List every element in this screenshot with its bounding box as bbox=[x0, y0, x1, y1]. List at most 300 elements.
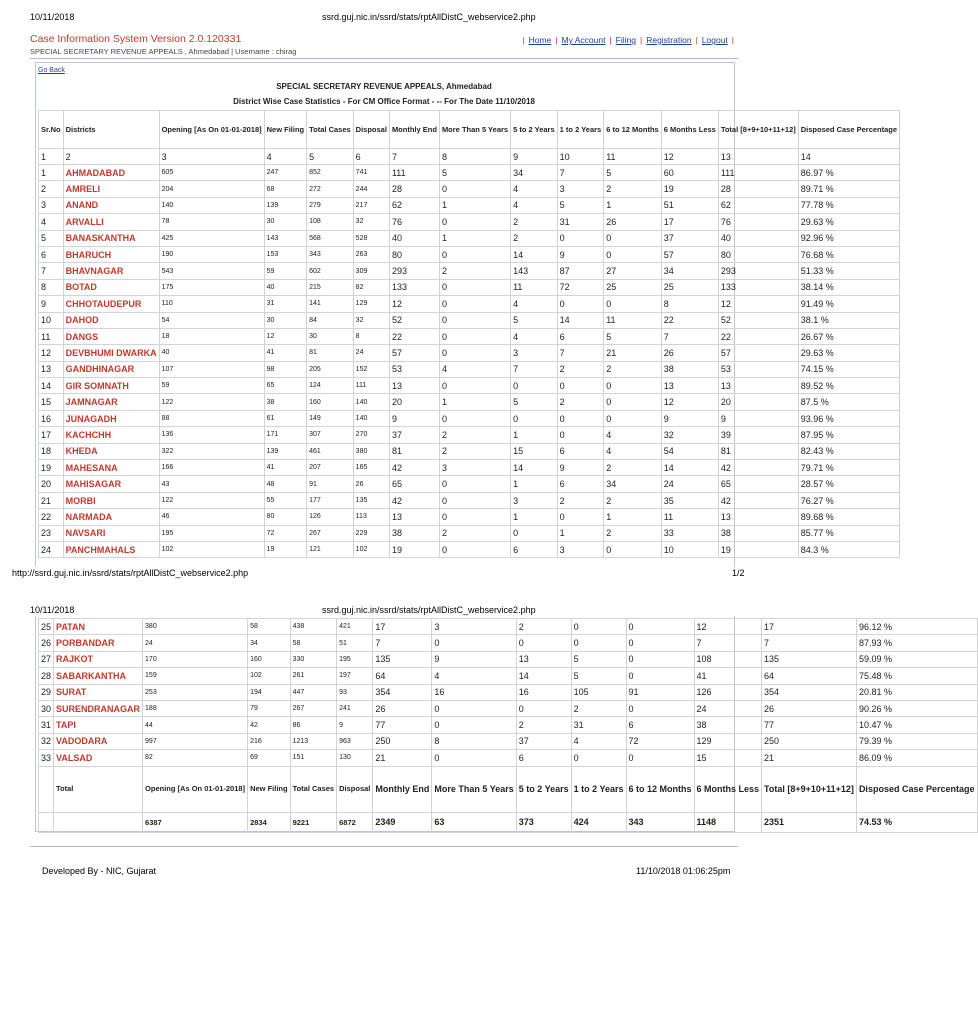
more-than-5-years-cell: 4 bbox=[439, 361, 510, 377]
6-to-12-months-cell: 0 bbox=[604, 378, 662, 394]
table-row bbox=[39, 492, 900, 508]
header-total: Total [8+9+10+11+12] bbox=[718, 111, 798, 149]
total-value: 373 bbox=[516, 812, 571, 832]
disposed-percentage-cell: 75.48 % bbox=[856, 668, 977, 684]
district-name[interactable]: JAMNAGAR bbox=[63, 394, 159, 410]
column-number: 4 bbox=[264, 149, 307, 165]
total-cases-cell: 267 bbox=[290, 700, 337, 716]
total-cell: 57 bbox=[718, 345, 798, 361]
1-to-2-years-cell: 6 bbox=[557, 443, 604, 459]
disposal-cell: 197 bbox=[337, 668, 373, 684]
total-value: 424 bbox=[571, 812, 626, 832]
district-statistics-table-continued bbox=[38, 618, 978, 833]
6-months-less-cell: 35 bbox=[661, 492, 718, 508]
header-new-filing: New Filing bbox=[248, 766, 291, 812]
6-months-less-cell: 8 bbox=[661, 296, 718, 312]
district-name[interactable]: ARVALLI bbox=[63, 214, 159, 230]
total-value: 2349 bbox=[373, 812, 432, 832]
disposal-cell: 229 bbox=[353, 525, 389, 541]
new-filing-cell: 80 bbox=[264, 509, 307, 525]
disposal-cell: 380 bbox=[353, 443, 389, 459]
nav-logout-link[interactable]: Logout bbox=[701, 35, 728, 45]
6-to-12-months-cell: 2 bbox=[604, 181, 662, 197]
print-date: 10/11/2018 bbox=[30, 12, 75, 22]
disposal-cell: 263 bbox=[353, 246, 389, 262]
header-1-to-2-years: 1 to 2 Years bbox=[571, 766, 626, 812]
monthly-end-cell: 12 bbox=[389, 296, 439, 312]
total-cases-cell: 438 bbox=[290, 619, 337, 635]
header-divider bbox=[30, 58, 738, 59]
new-filing-cell: 216 bbox=[248, 733, 291, 749]
district-name[interactable]: BHARUCH bbox=[63, 246, 159, 262]
opening-cell: 425 bbox=[159, 230, 264, 246]
new-filing-cell: 160 bbox=[248, 651, 291, 667]
district-name[interactable]: GANDHINAGAR bbox=[63, 361, 159, 377]
sr-no-cell: 8 bbox=[39, 279, 64, 295]
nav-my-account-link[interactable]: My Account bbox=[561, 35, 606, 45]
disposal-cell: 270 bbox=[353, 427, 389, 443]
monthly-end-cell: 293 bbox=[389, 263, 439, 279]
1-to-2-years-cell: 0 bbox=[571, 619, 626, 635]
total-cell: 52 bbox=[718, 312, 798, 328]
disposal-cell: 93 bbox=[337, 684, 373, 700]
1-to-2-years-cell: 0 bbox=[557, 296, 604, 312]
6-to-12-months-cell: 0 bbox=[626, 750, 694, 766]
opening-cell: 78 bbox=[159, 214, 264, 230]
total-cases-cell: 58 bbox=[290, 635, 337, 651]
total-cases-cell: 84 bbox=[307, 312, 354, 328]
1-to-2-years-cell: 0 bbox=[557, 378, 604, 394]
disposal-cell: 195 bbox=[337, 651, 373, 667]
6-to-12-months-cell: 2 bbox=[604, 460, 662, 476]
column-number: 14 bbox=[798, 149, 899, 165]
sr-no-cell: 23 bbox=[39, 525, 64, 541]
new-filing-cell: 65 bbox=[264, 378, 307, 394]
more-than-5-years-cell: 4 bbox=[432, 668, 516, 684]
total-cases-cell: 261 bbox=[290, 668, 337, 684]
disposal-cell: 51 bbox=[337, 635, 373, 651]
more-than-5-years-cell: 0 bbox=[439, 345, 510, 361]
total-cell: 135 bbox=[762, 651, 857, 667]
total-cell: 17 bbox=[762, 619, 857, 635]
disposed-percentage-cell: 89.52 % bbox=[798, 378, 899, 394]
more-than-5-years-cell: 0 bbox=[439, 509, 510, 525]
1-to-2-years-cell: 5 bbox=[571, 668, 626, 684]
disposed-percentage-cell: 28.57 % bbox=[798, 476, 899, 492]
more-than-5-years-cell: 1 bbox=[439, 230, 510, 246]
district-name[interactable]: VADODARA bbox=[54, 733, 143, 749]
disposed-percentage-cell: 10.47 % bbox=[856, 717, 977, 733]
monthly-end-cell: 354 bbox=[373, 684, 432, 700]
opening-cell: 102 bbox=[159, 541, 264, 557]
1-to-2-years-cell: 7 bbox=[557, 165, 604, 181]
more-than-5-years-cell: 0 bbox=[439, 492, 510, 508]
6-months-less-cell: 26 bbox=[661, 345, 718, 361]
header-monthly-end: Monthly End bbox=[389, 111, 439, 149]
6-to-12-months-cell: 34 bbox=[604, 476, 662, 492]
table-row bbox=[39, 476, 900, 492]
monthly-end-cell: 9 bbox=[389, 410, 439, 426]
disposal-cell: 421 bbox=[337, 619, 373, 635]
column-number: 11 bbox=[604, 149, 662, 165]
header-5-to-2-years: 5 to 2 Years bbox=[516, 766, 571, 812]
total-cell: 28 bbox=[718, 181, 798, 197]
totals-blank-cell bbox=[54, 812, 143, 832]
5-to-2-years-cell: 3 bbox=[511, 492, 558, 508]
district-name[interactable]: NARMADA bbox=[63, 509, 159, 525]
district-name[interactable]: JUNAGADH bbox=[63, 410, 159, 426]
disposed-percentage-cell: 76.27 % bbox=[798, 492, 899, 508]
sr-no-cell: 19 bbox=[39, 460, 64, 476]
6-to-12-months-cell: 0 bbox=[604, 296, 662, 312]
district-name[interactable]: NAVSARI bbox=[63, 525, 159, 541]
5-to-2-years-cell: 6 bbox=[511, 541, 558, 557]
total-cases-cell: 126 bbox=[307, 509, 354, 525]
monthly-end-cell: 133 bbox=[389, 279, 439, 295]
new-filing-cell: 139 bbox=[264, 443, 307, 459]
6-to-12-months-cell: 5 bbox=[604, 165, 662, 181]
sr-no-cell: 11 bbox=[39, 328, 64, 344]
1-to-2-years-cell: 0 bbox=[557, 509, 604, 525]
opening-cell: 136 bbox=[159, 427, 264, 443]
6-to-12-months-cell: 0 bbox=[626, 700, 694, 716]
table-row bbox=[39, 394, 900, 410]
header-new-filing: New Filing bbox=[264, 111, 307, 149]
district-name[interactable]: BHAVNAGAR bbox=[63, 263, 159, 279]
6-to-12-months-cell: 4 bbox=[604, 427, 662, 443]
sr-no-cell: 4 bbox=[39, 214, 64, 230]
opening-cell: 188 bbox=[143, 700, 248, 716]
opening-cell: 322 bbox=[159, 443, 264, 459]
monthly-end-cell: 53 bbox=[389, 361, 439, 377]
6-to-12-months-cell: 0 bbox=[626, 635, 694, 651]
total-cases-cell: 30 bbox=[307, 328, 354, 344]
district-name[interactable]: SABARKANTHA bbox=[54, 668, 143, 684]
1-to-2-years-cell: 5 bbox=[571, 651, 626, 667]
opening-cell: 43 bbox=[159, 476, 264, 492]
disposal-cell: 82 bbox=[353, 279, 389, 295]
new-filing-cell: 171 bbox=[264, 427, 307, 443]
6-to-12-months-cell: 91 bbox=[626, 684, 694, 700]
total-cell: 40 bbox=[718, 230, 798, 246]
disposed-percentage-cell: 38.14 % bbox=[798, 279, 899, 295]
header-more-than-5-years: More Than 5 Years bbox=[439, 111, 510, 149]
disposal-cell: 113 bbox=[353, 509, 389, 525]
6-to-12-months-cell: 5 bbox=[604, 328, 662, 344]
report-timestamp: 11/10/2018 01:06:25pm bbox=[636, 866, 731, 876]
1-to-2-years-cell: 2 bbox=[571, 700, 626, 716]
6-to-12-months-cell: 6 bbox=[626, 717, 694, 733]
district-name[interactable]: MAHISAGAR bbox=[63, 476, 159, 492]
monthly-end-cell: 135 bbox=[373, 651, 432, 667]
table-row bbox=[39, 509, 900, 525]
column-number: 9 bbox=[511, 149, 558, 165]
new-filing-cell: 61 bbox=[264, 410, 307, 426]
1-to-2-years-cell: 3 bbox=[557, 541, 604, 557]
total-cases-cell: 1213 bbox=[290, 733, 337, 749]
header-disposed-percentage: Disposed Case Percentage bbox=[856, 766, 977, 812]
monthly-end-cell: 42 bbox=[389, 492, 439, 508]
table-row bbox=[39, 651, 978, 667]
sr-no-cell: 26 bbox=[39, 635, 54, 651]
sr-no-cell: 29 bbox=[39, 684, 54, 700]
column-number: 6 bbox=[353, 149, 389, 165]
district-name[interactable]: SURAT bbox=[54, 684, 143, 700]
total-cases-cell: 461 bbox=[307, 443, 354, 459]
new-filing-cell: 68 bbox=[264, 181, 307, 197]
total-cell: 293 bbox=[718, 263, 798, 279]
disposed-percentage-cell: 93.96 % bbox=[798, 410, 899, 426]
total-cases-cell: 307 bbox=[307, 427, 354, 443]
1-to-2-years-cell: 2 bbox=[557, 492, 604, 508]
district-name[interactable]: PANCHMAHALS bbox=[63, 541, 159, 557]
district-name[interactable]: GIR SOMNATH bbox=[63, 378, 159, 394]
total-value: 9221 bbox=[290, 812, 337, 832]
1-to-2-years-cell: 31 bbox=[557, 214, 604, 230]
sr-no-cell: 30 bbox=[39, 700, 54, 716]
table-row bbox=[39, 296, 900, 312]
app-subtitle: SPECIAL SECRETARY REVENUE APPEALS , Ahmedabad | Username : chirag bbox=[30, 47, 297, 56]
6-months-less-cell: 15 bbox=[694, 750, 762, 766]
district-name[interactable]: MORBI bbox=[63, 492, 159, 508]
total-cell: 62 bbox=[718, 197, 798, 213]
sr-no-cell: 18 bbox=[39, 443, 64, 459]
more-than-5-years-cell: 0 bbox=[439, 246, 510, 262]
new-filing-cell: 139 bbox=[264, 197, 307, 213]
6-months-less-cell: 54 bbox=[661, 443, 718, 459]
new-filing-cell: 69 bbox=[248, 750, 291, 766]
5-to-2-years-cell: 14 bbox=[516, 668, 571, 684]
disposed-percentage-cell: 38.1 % bbox=[798, 312, 899, 328]
district-name[interactable]: BOTAD bbox=[63, 279, 159, 295]
total-cases-cell: 602 bbox=[307, 263, 354, 279]
6-to-12-months-cell: 21 bbox=[604, 345, 662, 361]
opening-cell: 605 bbox=[159, 165, 264, 181]
1-to-2-years-cell: 0 bbox=[557, 230, 604, 246]
sr-no-cell: 12 bbox=[39, 345, 64, 361]
sr-no-cell: 14 bbox=[39, 378, 64, 394]
opening-cell: 997 bbox=[143, 733, 248, 749]
6-months-less-cell: 60 bbox=[661, 165, 718, 181]
5-to-2-years-cell: 0 bbox=[516, 635, 571, 651]
disposed-percentage-cell: 96.12 % bbox=[856, 619, 977, 635]
5-to-2-years-cell: 4 bbox=[511, 328, 558, 344]
print-url-footer: http://ssrd.guj.nic.in/ssrd/stats/rptAllDistC_webservice2.php bbox=[12, 568, 249, 578]
6-months-less-cell: 13 bbox=[661, 378, 718, 394]
total-value: 2351 bbox=[762, 812, 857, 832]
table-row bbox=[39, 214, 900, 230]
6-to-12-months-cell: 0 bbox=[626, 668, 694, 684]
nav-filing-link[interactable]: Filing bbox=[615, 35, 636, 45]
opening-cell: 195 bbox=[159, 525, 264, 541]
total-value: 74.53 % bbox=[856, 812, 977, 832]
6-months-less-cell: 9 bbox=[661, 410, 718, 426]
6-months-less-cell: 33 bbox=[661, 525, 718, 541]
6-months-less-cell: 12 bbox=[661, 394, 718, 410]
new-filing-cell: 55 bbox=[264, 492, 307, 508]
district-name[interactable]: AHMADABAD bbox=[63, 165, 159, 181]
monthly-end-cell: 77 bbox=[373, 717, 432, 733]
district-name[interactable]: AMRELI bbox=[63, 181, 159, 197]
disposal-cell: 244 bbox=[353, 181, 389, 197]
opening-cell: 140 bbox=[159, 197, 264, 213]
1-to-2-years-cell: 31 bbox=[571, 717, 626, 733]
sr-no-cell: 9 bbox=[39, 296, 64, 312]
district-name[interactable]: PATAN bbox=[54, 619, 143, 635]
disposal-cell: 129 bbox=[353, 296, 389, 312]
header-opening: Opening [As On 01-01-2018] bbox=[159, 111, 264, 149]
new-filing-cell: 58 bbox=[248, 619, 291, 635]
disposal-cell: 528 bbox=[353, 230, 389, 246]
monthly-end-cell: 21 bbox=[373, 750, 432, 766]
more-than-5-years-cell: 0 bbox=[439, 214, 510, 230]
total-cases-cell: 343 bbox=[307, 246, 354, 262]
6-to-12-months-cell: 0 bbox=[604, 394, 662, 410]
header-5-to-2-years: 5 to 2 Years bbox=[511, 111, 558, 149]
disposed-percentage-cell: 74.15 % bbox=[798, 361, 899, 377]
6-to-12-months-cell: 0 bbox=[604, 410, 662, 426]
header-6-to-12-months: 6 to 12 Months bbox=[626, 766, 694, 812]
table-row bbox=[39, 525, 900, 541]
monthly-end-cell: 250 bbox=[373, 733, 432, 749]
sr-no-cell: 33 bbox=[39, 750, 54, 766]
table-row bbox=[39, 717, 978, 733]
total-cases-cell: 272 bbox=[307, 181, 354, 197]
opening-cell: 54 bbox=[159, 312, 264, 328]
district-name[interactable]: ANAND bbox=[63, 197, 159, 213]
print-date-page2: 10/11/2018 bbox=[30, 605, 75, 615]
opening-cell: 40 bbox=[159, 345, 264, 361]
total-cases-cell: 852 bbox=[307, 165, 354, 181]
district-name[interactable]: DEVBHUMI DWARKA bbox=[63, 345, 159, 361]
5-to-2-years-cell: 7 bbox=[511, 361, 558, 377]
district-name[interactable]: KACHCHH bbox=[63, 427, 159, 443]
district-name[interactable]: MAHESANA bbox=[63, 460, 159, 476]
6-to-12-months-cell: 26 bbox=[604, 214, 662, 230]
more-than-5-years-cell: 1 bbox=[439, 394, 510, 410]
total-cell: 39 bbox=[718, 427, 798, 443]
more-than-5-years-cell: 0 bbox=[439, 296, 510, 312]
6-months-less-cell: 34 bbox=[661, 263, 718, 279]
disposed-percentage-cell: 86.97 % bbox=[798, 165, 899, 181]
new-filing-cell: 19 bbox=[264, 541, 307, 557]
sr-no-cell: 5 bbox=[39, 230, 64, 246]
disposal-cell: 241 bbox=[337, 700, 373, 716]
monthly-end-cell: 37 bbox=[389, 427, 439, 443]
monthly-end-cell: 65 bbox=[389, 476, 439, 492]
1-to-2-years-cell: 9 bbox=[557, 460, 604, 476]
district-name[interactable]: BANASKANTHA bbox=[63, 230, 159, 246]
opening-cell: 166 bbox=[159, 460, 264, 476]
opening-cell: 170 bbox=[143, 651, 248, 667]
new-filing-cell: 41 bbox=[264, 345, 307, 361]
header-total: Total [8+9+10+11+12] bbox=[762, 766, 857, 812]
sr-no-cell: 10 bbox=[39, 312, 64, 328]
table-row bbox=[39, 541, 900, 557]
more-than-5-years-cell: 0 bbox=[432, 635, 516, 651]
5-to-2-years-cell: 2 bbox=[511, 230, 558, 246]
table-row bbox=[39, 619, 978, 635]
total-cell: 26 bbox=[762, 700, 857, 716]
sr-no-cell: 17 bbox=[39, 427, 64, 443]
new-filing-cell: 42 bbox=[248, 717, 291, 733]
monthly-end-cell: 81 bbox=[389, 443, 439, 459]
disposed-percentage-cell: 79.71 % bbox=[798, 460, 899, 476]
6-to-12-months-cell: 0 bbox=[604, 230, 662, 246]
district-name[interactable]: TAPI bbox=[54, 717, 143, 733]
6-months-less-cell: 38 bbox=[694, 717, 762, 733]
monthly-end-cell: 20 bbox=[389, 394, 439, 410]
column-number-row bbox=[39, 149, 900, 165]
disposed-percentage-cell: 26.67 % bbox=[798, 328, 899, 344]
table-row bbox=[39, 443, 900, 459]
6-to-12-months-cell: 2 bbox=[604, 492, 662, 508]
go-back-link[interactable]: Go Back bbox=[38, 67, 65, 74]
disposed-percentage-cell: 20.81 % bbox=[856, 684, 977, 700]
5-to-2-years-cell: 15 bbox=[511, 443, 558, 459]
district-name[interactable]: VALSAD bbox=[54, 750, 143, 766]
total-cases-cell: 151 bbox=[290, 750, 337, 766]
table-row bbox=[39, 733, 978, 749]
sr-no-cell: 21 bbox=[39, 492, 64, 508]
table-row bbox=[39, 246, 900, 262]
table-row bbox=[39, 668, 978, 684]
monthly-end-cell: 22 bbox=[389, 328, 439, 344]
6-months-less-cell: 19 bbox=[661, 181, 718, 197]
6-to-12-months-cell: 1 bbox=[604, 509, 662, 525]
nav-registration-link[interactable]: Registration bbox=[646, 35, 692, 45]
sr-no-cell: 25 bbox=[39, 619, 54, 635]
disposed-percentage-cell: 79.39 % bbox=[856, 733, 977, 749]
disposed-percentage-cell: 76.68 % bbox=[798, 246, 899, 262]
district-name[interactable]: SURENDRANAGAR bbox=[54, 700, 143, 716]
district-name[interactable]: DAHOD bbox=[63, 312, 159, 328]
6-months-less-cell: 32 bbox=[661, 427, 718, 443]
more-than-5-years-cell: 0 bbox=[439, 279, 510, 295]
new-filing-cell: 79 bbox=[248, 700, 291, 716]
header-total-cases: Total Cases bbox=[290, 766, 337, 812]
district-name[interactable]: PORBANDAR bbox=[54, 635, 143, 651]
disposed-percentage-cell: 59.09 % bbox=[856, 651, 977, 667]
totals-header-row bbox=[39, 766, 978, 812]
monthly-end-cell: 28 bbox=[389, 181, 439, 197]
district-name[interactable]: DANGS bbox=[63, 328, 159, 344]
total-cell: 133 bbox=[718, 279, 798, 295]
total-cases-cell: 149 bbox=[307, 410, 354, 426]
table-row bbox=[39, 460, 900, 476]
more-than-5-years-cell: 9 bbox=[432, 651, 516, 667]
column-number: 13 bbox=[718, 149, 798, 165]
new-filing-cell: 247 bbox=[264, 165, 307, 181]
5-to-2-years-cell: 4 bbox=[511, 197, 558, 213]
report-title: District Wise Case Statistics - For CM Office Format - -- For The Date 11/10/2018 bbox=[233, 97, 535, 106]
district-name[interactable]: RAJKOT bbox=[54, 651, 143, 667]
total-cell: 19 bbox=[718, 541, 798, 557]
new-filing-cell: 12 bbox=[264, 328, 307, 344]
1-to-2-years-cell: 0 bbox=[571, 750, 626, 766]
1-to-2-years-cell: 0 bbox=[571, 635, 626, 651]
6-months-less-cell: 57 bbox=[661, 246, 718, 262]
new-filing-cell: 143 bbox=[264, 230, 307, 246]
district-name[interactable]: KHEDA bbox=[63, 443, 159, 459]
district-name[interactable]: CHHOTAUDEPUR bbox=[63, 296, 159, 312]
6-months-less-cell: 129 bbox=[694, 733, 762, 749]
monthly-end-cell: 19 bbox=[389, 541, 439, 557]
header-monthly-end: Monthly End bbox=[373, 766, 432, 812]
opening-cell: 190 bbox=[159, 246, 264, 262]
nav-home-link[interactable]: Home bbox=[528, 35, 552, 45]
total-cases-cell: 215 bbox=[307, 279, 354, 295]
